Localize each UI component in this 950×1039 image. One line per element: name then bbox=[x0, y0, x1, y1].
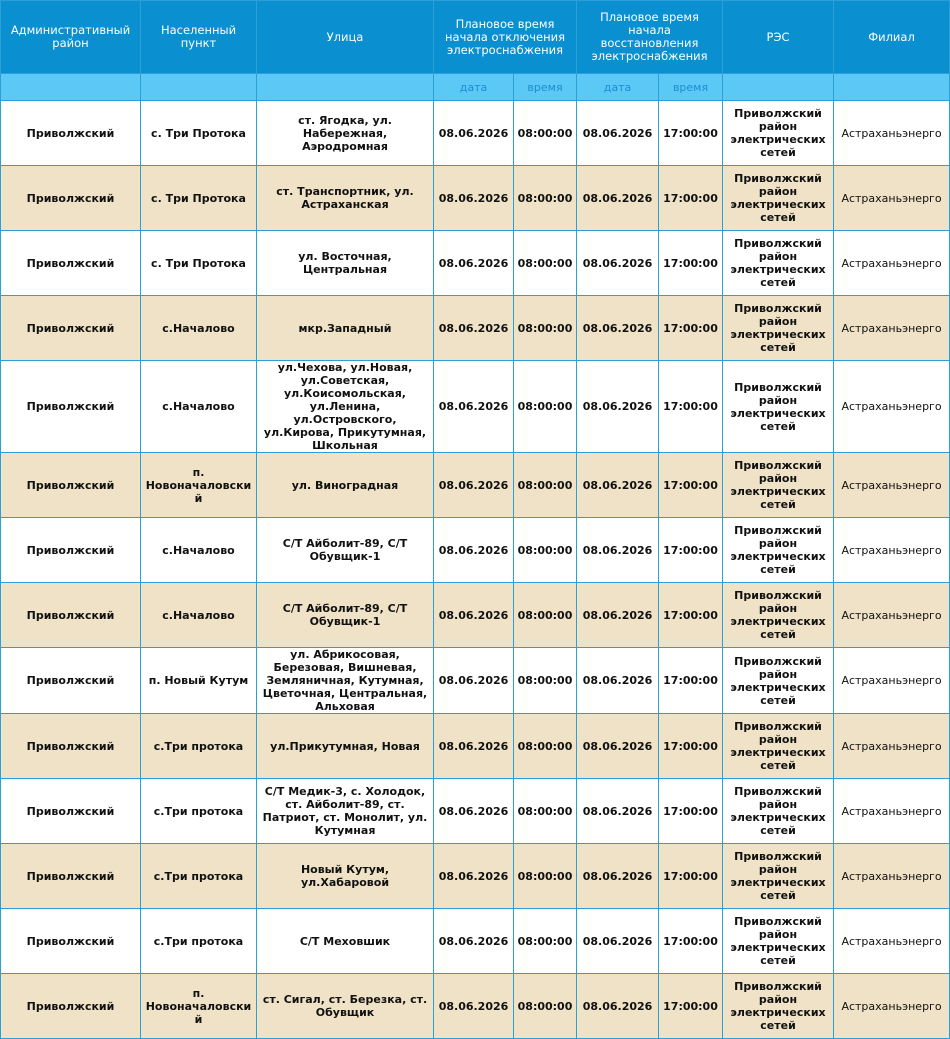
subheader-empty bbox=[834, 74, 950, 101]
cell-settlement: с.Началово bbox=[141, 518, 257, 583]
cell-district: Приволжский bbox=[1, 518, 141, 583]
cell-district: Приволжский bbox=[1, 166, 141, 231]
cell-district: Приволжский bbox=[1, 296, 141, 361]
cell-district: Приволжский bbox=[1, 453, 141, 518]
cell-on-time: 17:00:00 bbox=[659, 583, 723, 648]
cell-district: Приволжский bbox=[1, 909, 141, 974]
cell-settlement: с.Началово bbox=[141, 583, 257, 648]
cell-off-time: 08:00:00 bbox=[514, 648, 577, 714]
cell-off-time: 08:00:00 bbox=[514, 974, 577, 1039]
cell-res: Приволжский район электрических сетей bbox=[723, 518, 834, 583]
cell-on-date: 08.06.2026 bbox=[577, 101, 659, 166]
cell-district: Приволжский bbox=[1, 361, 141, 453]
cell-on-time: 17:00:00 bbox=[659, 974, 723, 1039]
cell-res: Приволжский район электрических сетей bbox=[723, 231, 834, 296]
cell-district: Приволжский bbox=[1, 231, 141, 296]
table-row bbox=[1, 518, 950, 583]
cell-res: Приволжский район электрических сетей bbox=[723, 714, 834, 779]
cell-res: Приволжский район электрических сетей bbox=[723, 453, 834, 518]
cell-on-date: 08.06.2026 bbox=[577, 974, 659, 1039]
cell-on-time: 17:00:00 bbox=[659, 453, 723, 518]
cell-off-time: 08:00:00 bbox=[514, 518, 577, 583]
table-body bbox=[1, 101, 950, 1039]
cell-res: Приволжский район электрических сетей bbox=[723, 101, 834, 166]
table-header bbox=[1, 1, 950, 101]
cell-district: Приволжский bbox=[1, 779, 141, 844]
cell-on-date: 08.06.2026 bbox=[577, 361, 659, 453]
cell-street: С/Т Айболит-89, С/Т Обувщик-1 bbox=[257, 518, 434, 583]
cell-on-date: 08.06.2026 bbox=[577, 844, 659, 909]
subheader-empty bbox=[257, 74, 434, 101]
cell-branch: Астраханьэнерго bbox=[834, 844, 950, 909]
cell-on-time: 17:00:00 bbox=[659, 648, 723, 714]
cell-on-date: 08.06.2026 bbox=[577, 909, 659, 974]
cell-res: Приволжский район электрических сетей bbox=[723, 844, 834, 909]
cell-off-date: 08.06.2026 bbox=[434, 648, 514, 714]
cell-street: С/Т Меховшик bbox=[257, 909, 434, 974]
subheader-off-date: дата bbox=[434, 74, 514, 101]
cell-res: Приволжский район электрических сетей bbox=[723, 166, 834, 231]
cell-branch: Астраханьэнерго bbox=[834, 361, 950, 453]
cell-on-date: 08.06.2026 bbox=[577, 648, 659, 714]
cell-res: Приволжский район электрических сетей bbox=[723, 974, 834, 1039]
cell-on-time: 17:00:00 bbox=[659, 231, 723, 296]
cell-off-time: 08:00:00 bbox=[514, 166, 577, 231]
cell-district: Приволжский bbox=[1, 714, 141, 779]
cell-district: Приволжский bbox=[1, 974, 141, 1039]
cell-on-time: 17:00:00 bbox=[659, 714, 723, 779]
cell-district: Приволжский bbox=[1, 648, 141, 714]
cell-on-time: 17:00:00 bbox=[659, 166, 723, 231]
cell-district: Приволжский bbox=[1, 101, 141, 166]
cell-branch: Астраханьэнерго bbox=[834, 231, 950, 296]
cell-off-time: 08:00:00 bbox=[514, 714, 577, 779]
cell-on-date: 08.06.2026 bbox=[577, 166, 659, 231]
cell-settlement: п. Новоначаловский bbox=[141, 453, 257, 518]
cell-settlement: с.Три протока bbox=[141, 779, 257, 844]
cell-street: ул.Чехова, ул.Новая, ул.Советская, ул.Коисомольская, ул.Ленина, ул.Островского, ул.Кирова, Прикутумная, Школьная bbox=[257, 361, 434, 453]
subheader-on-date: дата bbox=[577, 74, 659, 101]
cell-street: ул. Виноградная bbox=[257, 453, 434, 518]
cell-district: Приволжский bbox=[1, 583, 141, 648]
cell-on-time: 17:00:00 bbox=[659, 909, 723, 974]
cell-branch: Астраханьэнерго bbox=[834, 648, 950, 714]
cell-off-time: 08:00:00 bbox=[514, 296, 577, 361]
table-row bbox=[1, 101, 950, 166]
cell-on-date: 08.06.2026 bbox=[577, 453, 659, 518]
cell-branch: Астраханьэнерго bbox=[834, 166, 950, 231]
cell-off-time: 08:00:00 bbox=[514, 844, 577, 909]
table-row bbox=[1, 779, 950, 844]
cell-street: ул.Прикутумная, Новая bbox=[257, 714, 434, 779]
cell-off-time: 08:00:00 bbox=[514, 909, 577, 974]
subheader-off-time: время bbox=[514, 74, 577, 101]
cell-res: Приволжский район электрических сетей bbox=[723, 583, 834, 648]
table-row bbox=[1, 361, 950, 453]
subheader-row bbox=[1, 74, 950, 101]
cell-branch: Астраханьэнерго bbox=[834, 296, 950, 361]
cell-branch: Астраханьэнерго bbox=[834, 909, 950, 974]
cell-street: С/Т Айболит-89, С/Т Обувщик-1 bbox=[257, 583, 434, 648]
header-row bbox=[1, 1, 950, 74]
cell-branch: Астраханьэнерго bbox=[834, 779, 950, 844]
cell-settlement: п. Новый Кутум bbox=[141, 648, 257, 714]
cell-settlement: п. Новоначаловский bbox=[141, 974, 257, 1039]
cell-settlement: с.Три протока bbox=[141, 714, 257, 779]
cell-street: Новый Кутум, ул.Хабаровой bbox=[257, 844, 434, 909]
cell-branch: Астраханьэнерго bbox=[834, 101, 950, 166]
cell-street: ул. Восточная, Центральная bbox=[257, 231, 434, 296]
header-off-time[interactable]: Плановое время начала отключения электроснабжения bbox=[434, 1, 577, 74]
cell-on-time: 17:00:00 bbox=[659, 844, 723, 909]
cell-off-time: 08:00:00 bbox=[514, 453, 577, 518]
cell-off-time: 08:00:00 bbox=[514, 101, 577, 166]
cell-off-date: 08.06.2026 bbox=[434, 844, 514, 909]
cell-off-time: 08:00:00 bbox=[514, 779, 577, 844]
table-row bbox=[1, 296, 950, 361]
cell-branch: Астраханьэнерго bbox=[834, 974, 950, 1039]
table-row bbox=[1, 844, 950, 909]
cell-on-date: 08.06.2026 bbox=[577, 296, 659, 361]
header-settlement[interactable]: Населенный пункт bbox=[141, 1, 257, 74]
cell-on-date: 08.06.2026 bbox=[577, 518, 659, 583]
cell-off-date: 08.06.2026 bbox=[434, 296, 514, 361]
cell-res: Приволжский район электрических сетей bbox=[723, 361, 834, 453]
subheader-empty bbox=[141, 74, 257, 101]
cell-branch: Астраханьэнерго bbox=[834, 518, 950, 583]
header-street[interactable]: Улица bbox=[257, 1, 434, 74]
cell-settlement: с.Три протока bbox=[141, 909, 257, 974]
cell-on-time: 17:00:00 bbox=[659, 518, 723, 583]
table-row bbox=[1, 648, 950, 714]
cell-res: Приволжский район электрических сетей bbox=[723, 296, 834, 361]
cell-off-time: 08:00:00 bbox=[514, 231, 577, 296]
header-branch[interactable]: Филиал bbox=[834, 1, 950, 74]
subheader-empty bbox=[723, 74, 834, 101]
table-row bbox=[1, 583, 950, 648]
cell-off-date: 08.06.2026 bbox=[434, 974, 514, 1039]
cell-on-date: 08.06.2026 bbox=[577, 714, 659, 779]
subheader-on-time: время bbox=[659, 74, 723, 101]
cell-off-date: 08.06.2026 bbox=[434, 583, 514, 648]
cell-on-date: 08.06.2026 bbox=[577, 231, 659, 296]
cell-settlement: с. Три Протока bbox=[141, 231, 257, 296]
cell-settlement: с. Три Протока bbox=[141, 101, 257, 166]
table-row bbox=[1, 974, 950, 1039]
cell-on-time: 17:00:00 bbox=[659, 779, 723, 844]
cell-off-date: 08.06.2026 bbox=[434, 909, 514, 974]
cell-res: Приволжский район электрических сетей bbox=[723, 909, 834, 974]
header-district[interactable]: Административный район bbox=[1, 1, 141, 74]
cell-off-date: 08.06.2026 bbox=[434, 101, 514, 166]
cell-branch: Астраханьэнерго bbox=[834, 714, 950, 779]
cell-settlement: с. Три Протока bbox=[141, 166, 257, 231]
cell-on-date: 08.06.2026 bbox=[577, 779, 659, 844]
cell-res: Приволжский район электрических сетей bbox=[723, 779, 834, 844]
cell-off-date: 08.06.2026 bbox=[434, 453, 514, 518]
header-res[interactable]: РЭС bbox=[723, 1, 834, 74]
cell-off-date: 08.06.2026 bbox=[434, 518, 514, 583]
subheader-empty bbox=[1, 74, 141, 101]
cell-branch: Астраханьэнерго bbox=[834, 453, 950, 518]
table-row bbox=[1, 453, 950, 518]
table-row bbox=[1, 714, 950, 779]
cell-off-time: 08:00:00 bbox=[514, 361, 577, 453]
cell-off-date: 08.06.2026 bbox=[434, 231, 514, 296]
cell-street: ул. Абрикосовая, Березовая, Вишневая, Земляничная, Кутумная, Цветочная, Центральная, Альховая bbox=[257, 648, 434, 714]
cell-district: Приволжский bbox=[1, 844, 141, 909]
cell-street: ст. Сигал, ст. Березка, ст. Обувщик bbox=[257, 974, 434, 1039]
cell-on-time: 17:00:00 bbox=[659, 296, 723, 361]
cell-off-date: 08.06.2026 bbox=[434, 166, 514, 231]
cell-branch: Астраханьэнерго bbox=[834, 583, 950, 648]
cell-on-date: 08.06.2026 bbox=[577, 583, 659, 648]
cell-street: С/Т Медик-3, с. Холодок, ст. Айболит-89, ст. Патриот, ст. Монолит, ул. Кутумная bbox=[257, 779, 434, 844]
cell-street: мкр.Западный bbox=[257, 296, 434, 361]
cell-settlement: с.Три протока bbox=[141, 844, 257, 909]
table-row bbox=[1, 231, 950, 296]
cell-settlement: с.Началово bbox=[141, 296, 257, 361]
header-restore-time[interactable]: Плановое время начала восстановления электроснабжения bbox=[577, 1, 723, 74]
cell-on-time: 17:00:00 bbox=[659, 361, 723, 453]
cell-street: ст. Ягодка, ул. Набережная, Аэродромная bbox=[257, 101, 434, 166]
cell-off-date: 08.06.2026 bbox=[434, 714, 514, 779]
cell-street: ст. Транспортник, ул. Астраханская bbox=[257, 166, 434, 231]
cell-off-time: 08:00:00 bbox=[514, 583, 577, 648]
cell-res: Приволжский район электрических сетей bbox=[723, 648, 834, 714]
table-row bbox=[1, 909, 950, 974]
cell-off-date: 08.06.2026 bbox=[434, 361, 514, 453]
cell-on-time: 17:00:00 bbox=[659, 101, 723, 166]
cell-off-date: 08.06.2026 bbox=[434, 779, 514, 844]
cell-settlement: с.Началово bbox=[141, 361, 257, 453]
table-row bbox=[1, 166, 950, 231]
